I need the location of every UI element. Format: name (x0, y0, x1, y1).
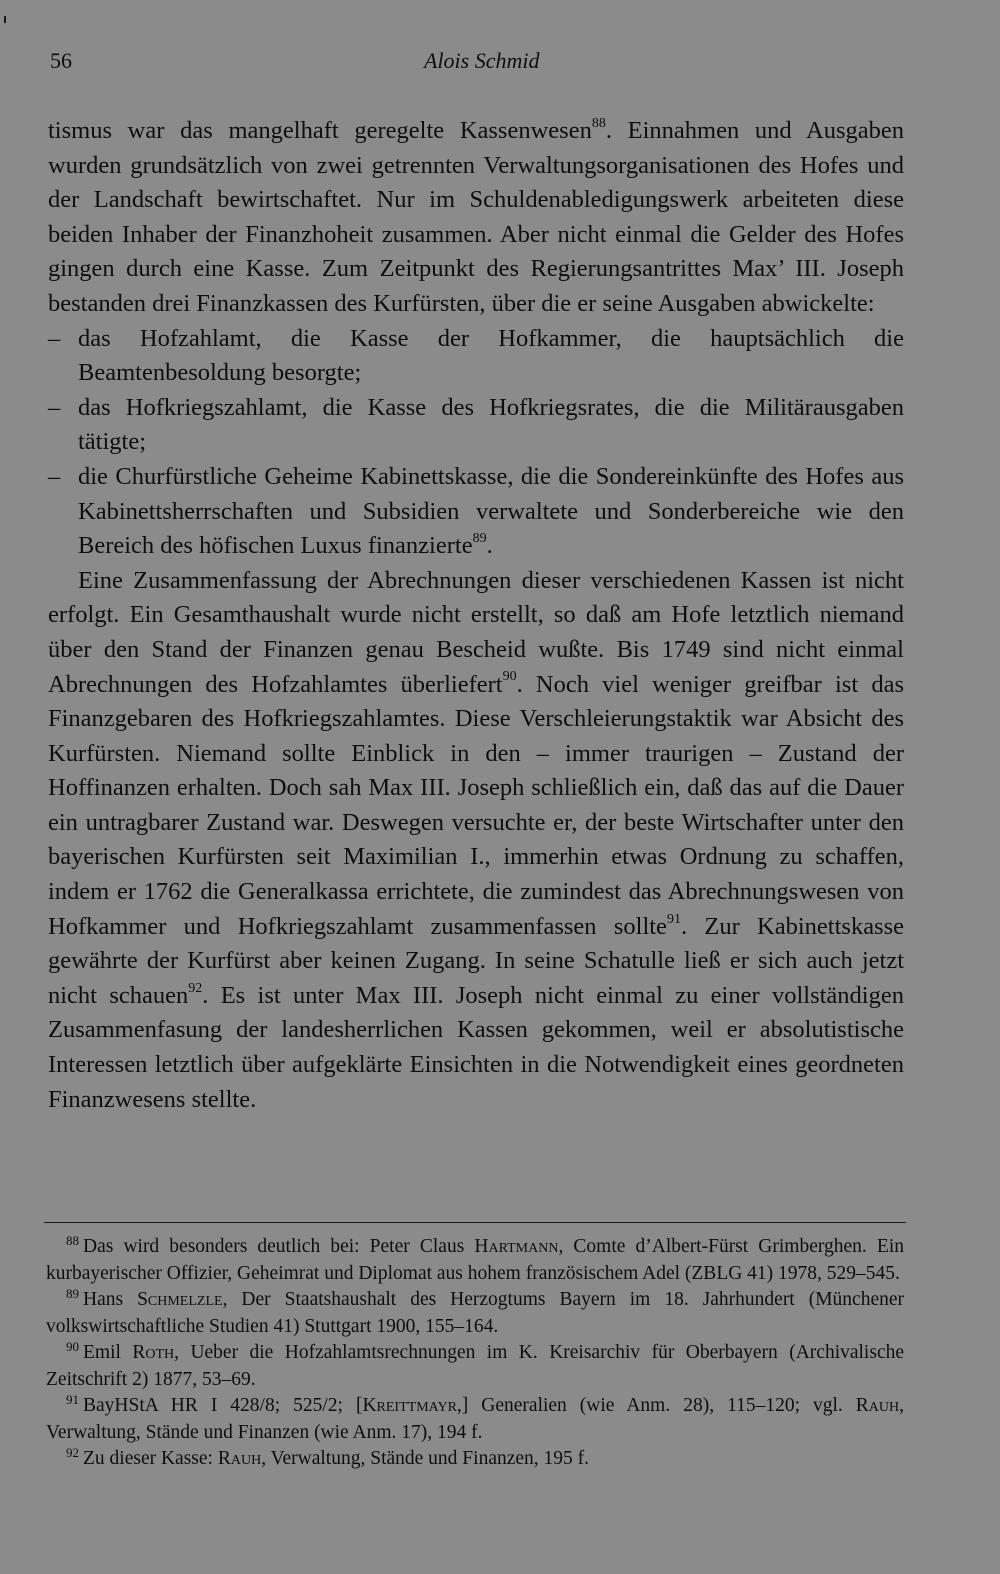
footnote-text: Hans (83, 1289, 138, 1310)
footnote-text: , Comte d’Albert-Fürst Grimberghen. Ein kurbayerischer Offizier, Geheimrat und Diplomat aus hohem französischem Adel (ZBLG 41) 1978, 529–545. (46, 1236, 904, 1284)
author-name: Hartmann (474, 1236, 559, 1257)
footnote-rule (44, 1222, 906, 1223)
dash-marker: – (48, 324, 61, 352)
footnote-88 (46, 1234, 904, 1287)
main-text (48, 114, 904, 1117)
paragraph-two (48, 564, 904, 1118)
footnote-number: 92 (66, 1445, 79, 1460)
list-item-end: . (486, 532, 493, 560)
footnote-text: Emil (83, 1342, 133, 1363)
footnote-ref-91: 91 (666, 911, 681, 927)
scan-speck (4, 16, 6, 23)
author-name: Roth (132, 1342, 175, 1363)
para2-text-3: . Zur Kabinettskasse gewährte der Kurfürst aber keinen Zugang. In seine Schatulle ließ er sich auch jetzt nicht schauen (48, 912, 905, 1009)
dash-marker: – (48, 393, 61, 421)
intro-text-2: . Einnahmen und Ausgaben wurden grundsätzlich von zwei getrennten Verwaltungsorganisationen des Hofes und der Landschaft bewirtschaftet. Nur im Schuldenabledigungswerk arbeiteten diese beiden Inhaber der Finanzhoheit zusammen. Aber nicht einmal die Gelder des Hofes gingen durch eine Kasse. Zum Zeitpunkt des Regierungsantrittes Max’ III. Joseph bestanden drei Finanzkassen des Kurfürsten, über die er seine Ausgaben abwickelte: (48, 117, 904, 317)
list-item (48, 460, 904, 564)
footnote-text: , Verwaltung, Stände und Finanzen, 195 f. (261, 1448, 590, 1469)
intro-text-1: tismus war das mangelhaft geregelte Kassenwesen (48, 117, 592, 144)
list-item-text: das Hofzahlamt, die Kasse der Hofkammer, die hauptsächlich die Beamtenbesoldung besorgte; (78, 324, 904, 387)
footnote-ref-89: 89 (472, 530, 487, 546)
footnote-ref-88: 88 (591, 115, 606, 131)
running-head: Alois Schmid (424, 48, 540, 73)
para2-text-1: Eine Zusammenfassung der Abrechnungen dieser verschiedenen Kassen ist nicht erfolgt. Ein Gesamthaushalt wurde nicht erstellt, so daß am Hofe letztlich niemand über den Stand der Finanzen genau Bescheid wußte. Bis 1749 sind nicht einmal Abrechnungen des Hofzahlamtes überliefert (48, 566, 904, 698)
footnote-text: , Ueber die Hofzahlamtsrechnungen im K. Kreisarchiv für Oberbayern (Archivalische Zeitschrift 2) 1877, 53–69. (46, 1342, 905, 1390)
list-item (48, 322, 904, 391)
footnote-ref-90: 90 (502, 669, 517, 685)
footnote-text: Zu dieser Kasse: (83, 1448, 218, 1469)
footnote-number: 89 (66, 1286, 79, 1301)
footnote-ref-92: 92 (188, 980, 203, 996)
footnotes (46, 1234, 904, 1473)
footnote-text: , Verwaltung, Stände und Finanzen (wie Anm. 17), 194 f. (46, 1395, 904, 1443)
kassen-list (48, 322, 904, 564)
page-header (50, 48, 903, 78)
dash-marker: – (48, 462, 61, 490)
footnote-text: Das wird besonders deutlich bei: Peter Claus (83, 1236, 475, 1257)
footnote-number: 88 (66, 1233, 79, 1248)
author-name: Rauh (855, 1395, 900, 1416)
para2-text-2: . Noch viel weniger greifbar ist das Finanzgebaren des Hofkriegszahlamtes. Diese Verschleierungstaktik war Absicht des Kurfürsten. Niemand sollte Einblick in den – immer traurigen – Zustand der Hoffinanzen erhalten. Doch sah Max III. Joseph schließlich ein, daß das auf die Dauer ein untragbarer Zustand war. Deswegen versuchte er, der beste Wirtschafter unter den bayerischen Kurfürsten seit Maximilian I., immerhin etwas Ordnung zu schaffen, indem er 1762 die Generalkassa errichtete, die zumindest das Abrechnungswesen von Hofkammer und Hofkriegszahlamt zusammenfassen sollte (48, 670, 904, 940)
list-item (48, 391, 904, 460)
author-name: Schmelzle (137, 1289, 223, 1310)
footnote-number: 90 (66, 1339, 79, 1354)
list-item-text: die Churfürstliche Geheime Kabinettskasse, die die Sondereinkünfte des Hofes aus Kabinettsherrschaften und Subsidien verwaltete und Sonderbereiche wie den Bereich des höfischen Luxus finanzierte (78, 462, 904, 560)
list-item-text: das Hofkriegszahlamt, die Kasse des Hofkriegsrates, die die Militärausgaben tätigte; (78, 393, 904, 456)
author-name: Rauh (217, 1448, 262, 1469)
footnote-text: BayHStA HR I 428/8; 525/2; [ (83, 1395, 363, 1416)
page-number: 56 (50, 48, 72, 73)
footnote-number: 91 (66, 1392, 79, 1407)
footnote-text: , Der Staatshaushalt des Herzogtums Bayern im 18. Jahrhundert (Münchener volkswirtschaftliche Studien 41) Stuttgart 1900, 155–164. (46, 1289, 904, 1337)
paragraph-intro (48, 114, 904, 322)
footnote-90 (46, 1340, 904, 1393)
footnote-92 (46, 1446, 904, 1473)
author-name: Kreittmayr (362, 1395, 457, 1416)
footnote-text: ,] Generalien (wie Anm. 28), 115–120; vgl. (456, 1395, 856, 1416)
para2-text-4: . Es ist unter Max III. Joseph nicht einmal zu einer vollständigen Zusammenfasung der landesherrlichen Kassen gekommen, weil er absolutistische Interessen letztlich über aufgeklärte Einsichten in die Notwendigkeit eines geordneten Finanzwesens stellte. (48, 981, 904, 1113)
footnote-91 (46, 1393, 904, 1446)
footnote-89 (46, 1287, 904, 1340)
